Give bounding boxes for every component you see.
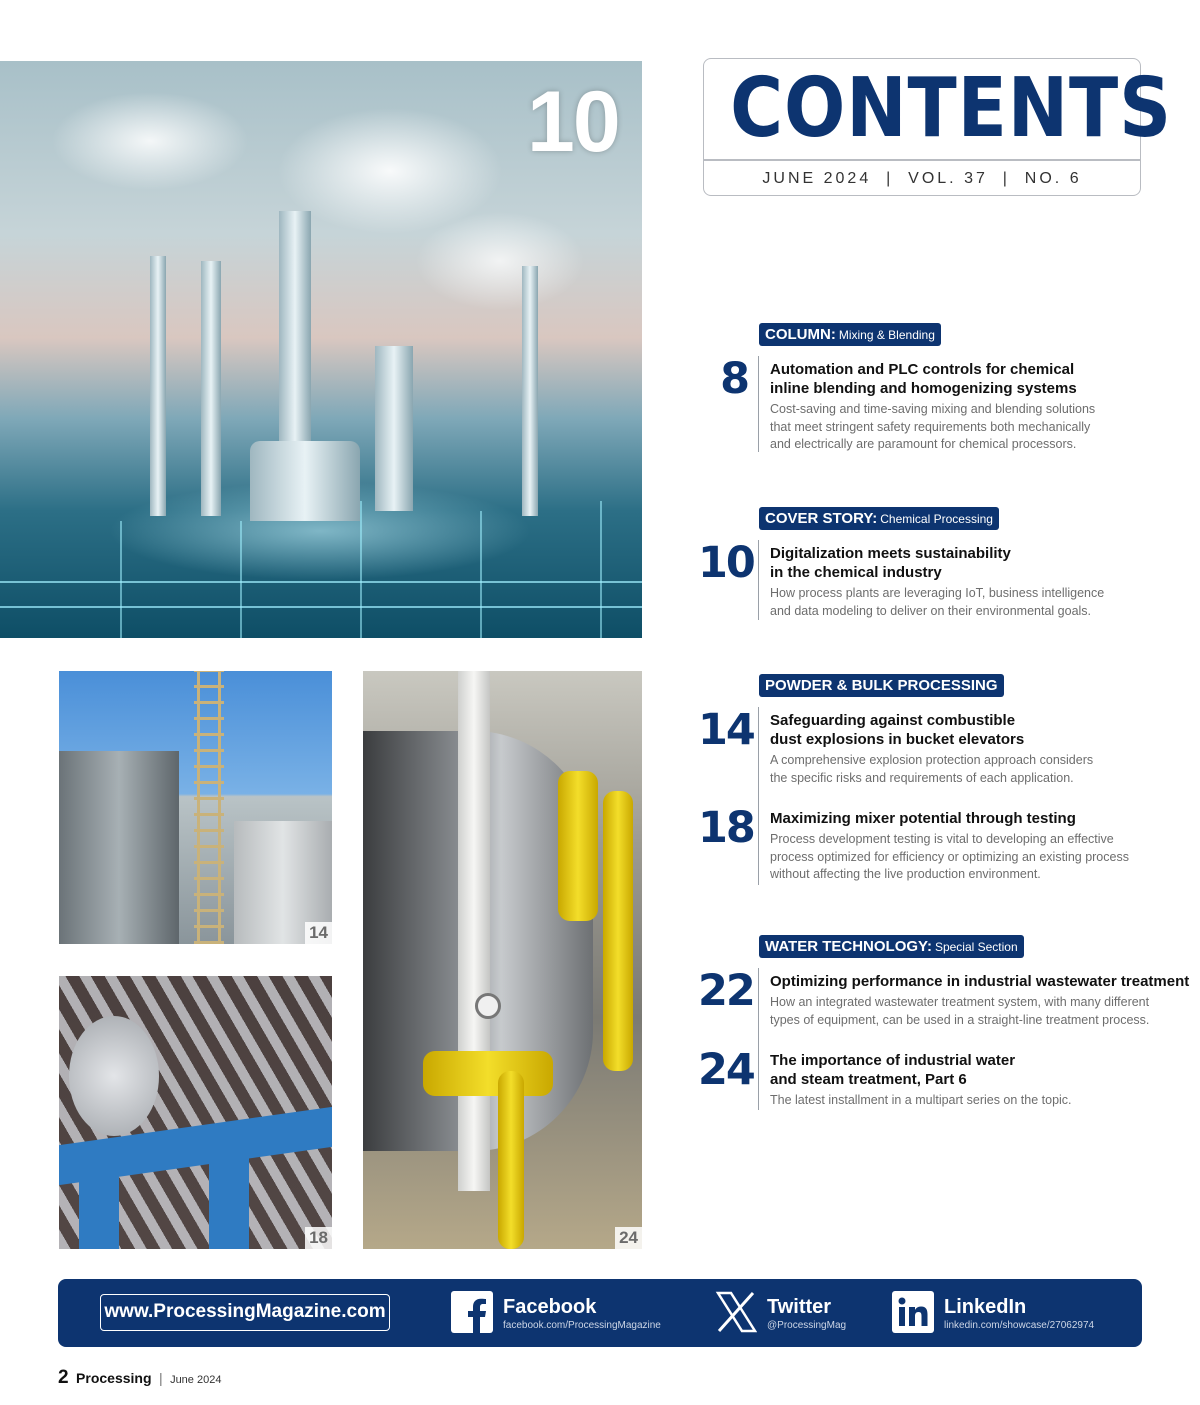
page-title: CONTENTS	[730, 61, 1173, 156]
entry-title[interactable]	[770, 711, 1024, 749]
image-page-label-24: 24	[615, 1227, 642, 1249]
section-tag-powder-bulk	[759, 674, 1004, 697]
section-tag-cover-story	[759, 507, 999, 530]
header-divider	[704, 159, 1140, 161]
facebook-name: Facebook	[503, 1296, 597, 1318]
entry-description	[770, 585, 1104, 620]
entry-desc-line: The latest installment in a multipart series on the topic.	[770, 1093, 1072, 1107]
linkedin-handle: linkedin.com/showcase/27062974	[944, 1320, 1095, 1331]
entry-title-line: inline blending and homogenizing systems	[770, 380, 1077, 397]
facebook-icon	[451, 1291, 493, 1333]
section-tag-main: COVER STORY:	[765, 510, 878, 527]
page-number: 2	[58, 1367, 69, 1388]
entry-page-number: 14	[698, 705, 754, 755]
twitter-name: Twitter	[767, 1296, 832, 1318]
contents-header	[703, 58, 1173, 196]
entry-title[interactable]	[770, 1051, 1015, 1089]
section-tag-column	[759, 323, 941, 346]
facebook-handle: facebook.com/ProcessingMagazine	[503, 1320, 661, 1331]
cover-refinery-image	[0, 61, 642, 638]
entry-desc-line: A comprehensive explosion protection approach considers	[770, 753, 1094, 767]
entry-divider	[758, 968, 759, 1110]
entry-page-number: 10	[698, 538, 754, 588]
section-tag-water-technology	[759, 935, 1024, 958]
linkedin-icon	[892, 1291, 934, 1333]
footer-separator: |	[158, 1370, 163, 1386]
magazine-name: Processing	[76, 1370, 152, 1386]
image-page-label-14: 14	[305, 922, 332, 944]
entry-page-number: 18	[698, 803, 754, 853]
bucket-elevator-image	[59, 671, 332, 944]
entry-title[interactable]	[770, 544, 1011, 582]
entry-title-line: Optimizing performance in industrial wastewater treatment	[770, 973, 1190, 990]
boiler-room-image	[363, 671, 642, 1249]
section-tag-main: POWDER & BULK PROCESSING	[765, 677, 998, 694]
mixer-machine-image	[59, 976, 332, 1249]
entry-page-number: 22	[698, 966, 754, 1016]
twitter-link[interactable]	[715, 1291, 855, 1337]
facebook-link[interactable]	[451, 1291, 671, 1337]
entry-description	[770, 752, 1093, 787]
entry-title-line: The importance of industrial water	[770, 1052, 1016, 1069]
section-tag-main: COLUMN:	[765, 326, 836, 343]
x-twitter-icon	[715, 1291, 757, 1333]
cover-story-page-number: 10	[527, 74, 619, 170]
entry-desc-line: How process plants are leveraging IoT, business intelligence	[770, 586, 1105, 600]
issue-date: June 2024	[170, 1374, 222, 1386]
entry-title-line: and steam treatment, Part 6	[770, 1071, 967, 1088]
entry-title-line: Automation and PLC controls for chemical	[770, 361, 1075, 378]
entry-desc-line: How an integrated wastewater treatment system, with many different	[770, 995, 1150, 1009]
entry-divider	[758, 356, 759, 452]
entry-desc-line: process optimized for efficiency or optimizing an existing process	[770, 849, 1129, 864]
image-page-label-18: 18	[305, 1227, 332, 1249]
linkedin-link[interactable]	[892, 1291, 1122, 1337]
section-tag-sub: Chemical Processing	[880, 512, 993, 526]
entry-divider	[758, 707, 759, 885]
social-banner	[58, 1279, 1142, 1347]
entry-title[interactable]	[770, 972, 1189, 991]
entry-title-line: dust explosions in bucket elevators	[770, 731, 1025, 748]
section-tag-sub: Special Section	[934, 940, 1018, 954]
section-tag-sub: Mixing & Blending	[838, 328, 935, 342]
entry-title-line: in the chemical industry	[770, 564, 942, 581]
entry-desc-line: that meet stringent safety requirements both mechanically	[770, 419, 1091, 434]
entry-description	[770, 401, 1095, 454]
entry-description	[770, 994, 1149, 1029]
entry-desc-line: and electrically are paramount for chemical processors.	[770, 437, 1077, 451]
page-footer	[58, 1366, 221, 1390]
website-link[interactable]: www.ProcessingMagazine.com	[100, 1294, 390, 1331]
entry-description	[770, 831, 1129, 884]
entry-desc-line: the specific risks and requirements of each application.	[770, 770, 1074, 785]
entry-title[interactable]	[770, 360, 1077, 398]
entry-page-number: 24	[698, 1045, 754, 1095]
entry-title-line: Safeguarding against combustible	[770, 712, 1016, 729]
entry-desc-line: Cost-saving and time-saving mixing and blending solutions	[770, 402, 1096, 416]
entry-title[interactable]	[770, 809, 1076, 828]
section-tag-main: WATER TECHNOLOGY:	[765, 938, 932, 955]
entry-desc-line: Process development testing is vital to developing an effective	[770, 832, 1114, 846]
issue-line: JUNE 2024 | VOL. 37 | NO. 6	[762, 170, 1082, 187]
twitter-handle: @ProcessingMag	[767, 1320, 847, 1331]
entry-title-line: Digitalization meets sustainability	[770, 545, 1011, 562]
entry-desc-line: and data modeling to deliver on their environmental goals.	[770, 603, 1092, 618]
entry-title-line: Maximizing mixer potential through testing	[770, 810, 1076, 827]
entry-page-number: 8	[720, 354, 748, 404]
linkedin-name: LinkedIn	[944, 1296, 1027, 1318]
entry-desc-line: types of equipment, can be used in a straight-line treatment process.	[770, 1012, 1150, 1027]
entry-desc-line: without affecting the live production environment.	[770, 867, 1041, 881]
entry-description	[770, 1092, 1072, 1110]
entry-divider	[758, 540, 759, 620]
